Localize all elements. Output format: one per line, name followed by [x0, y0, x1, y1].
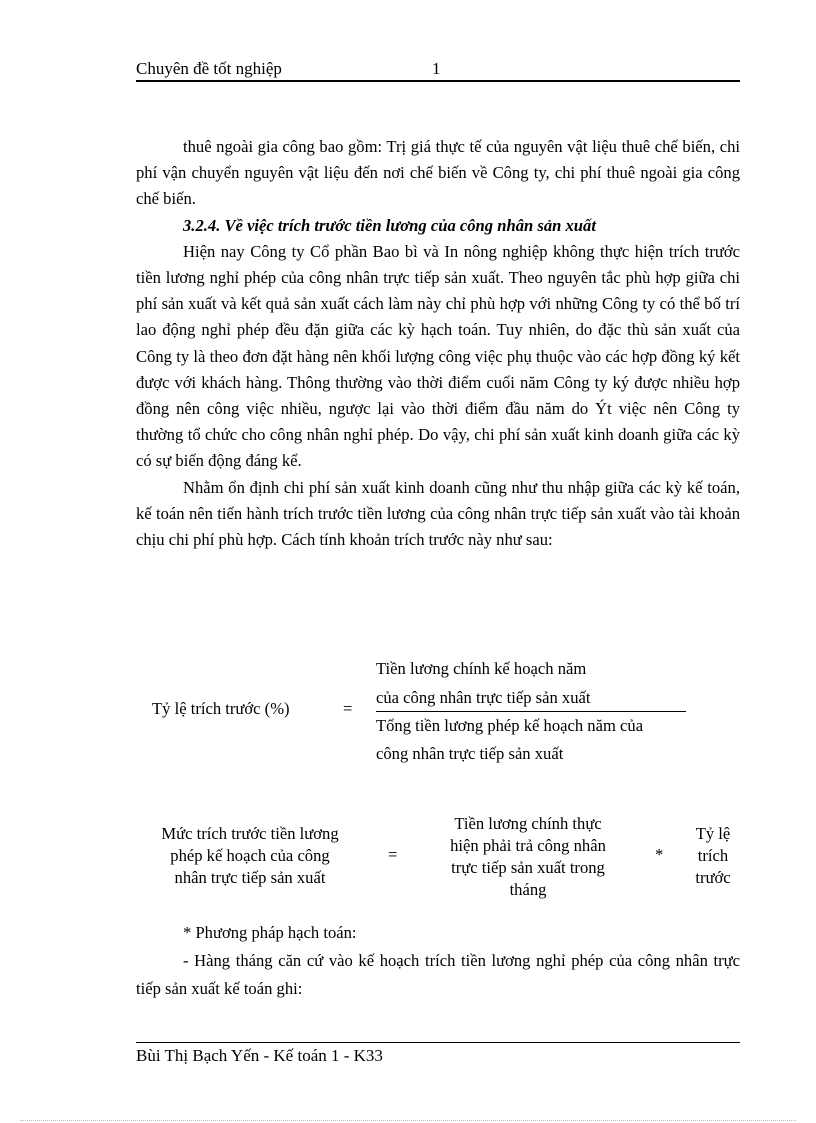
section-heading: 3.2.4. Về việc trích trước tiền lương của công nhân sản xuất [183, 215, 596, 235]
formula-amount-right [682, 823, 744, 889]
main-body [136, 134, 740, 553]
formula-text-line: Tỷ lệ [695, 824, 731, 843]
formula-text-line: trước [695, 868, 731, 887]
page-header [136, 58, 740, 82]
formula-ratio-numerator [376, 654, 591, 712]
formula-ratio-equals: = [343, 699, 353, 718]
denominator-line: công nhân trực tiếp sản xuất [376, 744, 564, 763]
numerator-line: Tiền lương chính kế hoạch năm [376, 659, 587, 678]
document-title: Chuyên đề tốt nghiệp [136, 59, 282, 78]
accounting-method [136, 919, 740, 1003]
method-bullet: - Hàng tháng căn cứ vào kế hoạch trích tiền lương nghỉ phép của công nhân trực tiếp sản xuất kế toán ghi: [136, 951, 740, 998]
formula-text-line: tháng [509, 880, 547, 899]
page-footer: Bùi Thị Bạch Yến - Kế toán 1 - K33 [136, 1046, 383, 1065]
formula-text-line: hiện phải trả công nhân [450, 836, 606, 855]
formula-text-line: phép kế hoạch của công [170, 846, 330, 865]
formula-ratio-left: Tỷ lệ trích trước (%) [152, 699, 290, 718]
paragraph-proposal: Nhằm ổn định chi phí sản xuất kinh doanh cũng như thu nhập giữa các kỳ kế toán, kế toán nên tiến hành trích trước tiền lương của công nhân trực tiếp sản xuất vào tài khoản chịu chi phí phù hợp. Cách tính khoản trích trước này như sau: [136, 477, 740, 550]
formula-text-line: Tiền lương chính thực [454, 814, 602, 833]
paragraph-current-practice: Hiện nay Công ty Cổ phần Bao bì và In nông nghiệp không thực hiện trích trước tiền lương nghỉ phép của công nhân trực tiếp sản xuất. Theo nguyên tắc phù hợp giữa chi phí sản xuất và kết quả sản xuất cách làm này chỉ phù hợp với những Công ty có thể bố trí lao động nghỉ phép đều đặn giữa các kỳ hạch toán. Tuy nhiên, do đặc thù sản xuất của Công ty là theo đơn đặt hàng nên khối lượng công việc phụ thuộc vào các hợp đồng ký kết được với khách hàng. Thông thường vào thời điểm cuối năm Công ty ký được nhiều hợp đồng nên công việc nhiều, ngược lại vào thời điểm đầu năm do Ýt việc nên Công ty thường tổ chức cho công nhân nghỉ phép. Do vậy, chi phí sản xuất kinh doanh giữa các kỳ có sự biến động đáng kể. [136, 241, 740, 471]
formula-ratio-denominator [376, 712, 643, 768]
page-edge-dots [20, 1120, 796, 1121]
method-heading: * Phương pháp hạch toán: [183, 923, 357, 942]
page-number: 1 [432, 59, 441, 78]
numerator-line: của công nhân trực tiếp sản xuất [376, 688, 591, 707]
formula-text-line: nhân trực tiếp sản xuất [174, 868, 326, 887]
footer-divider [136, 1042, 740, 1043]
formula-amount-equals: = [388, 845, 398, 864]
formula-amount-multiply: * [655, 845, 664, 864]
formula-text-line: trích [697, 846, 729, 865]
intro-paragraph: thuê ngoài gia công bao gồm: Trị giá thực tế của nguyên vật liệu thuê chế biến, chi phí vận chuyển nguyên vật liệu đến nơi chế biến về Công ty, chi phí thuê ngoài gia công chế biến. [136, 137, 740, 209]
denominator-line: Tổng tiền lương phép kế hoạch năm của [376, 716, 644, 735]
formula-amount-middle [428, 813, 628, 901]
formula-text-line: trực tiếp sản xuất trong [451, 858, 605, 877]
formula-text-line: Mức trích trước tiền lương [161, 824, 339, 843]
formula-amount-left [136, 823, 364, 889]
